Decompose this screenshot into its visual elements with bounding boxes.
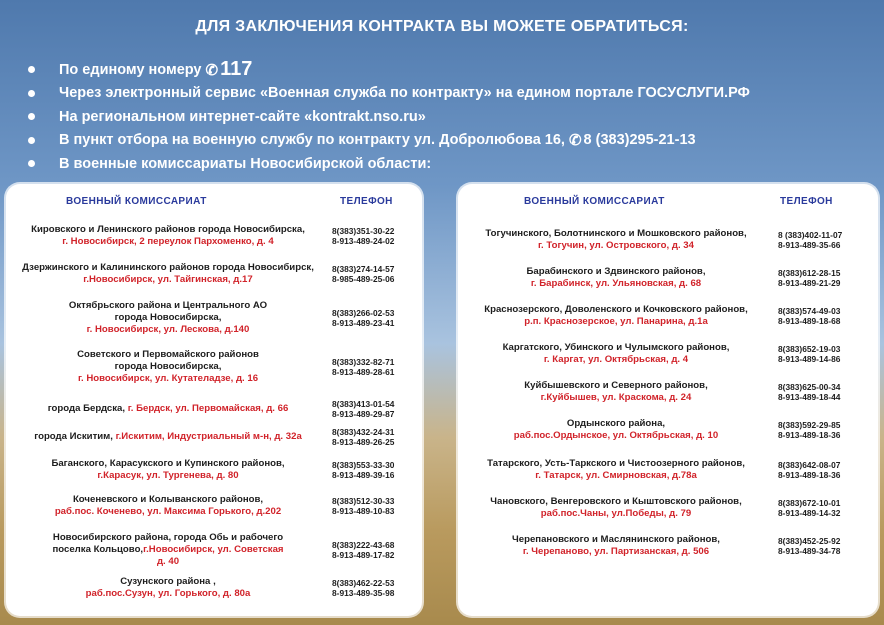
- table-row: [462, 416, 876, 444]
- phone-cell: 8(383)266-02-53 8-913-489-23-41: [332, 308, 395, 328]
- table-row: [462, 226, 876, 254]
- phone-cell: 8(383)222-43-68 8-913-489-17-82: [332, 540, 395, 560]
- column-header-commissariat: ВОЕННЫЙ КОМИССАРИАТ: [66, 196, 207, 207]
- hotline-number: 117: [220, 58, 253, 81]
- table-row: [10, 492, 420, 520]
- table-row: [10, 398, 420, 420]
- phone-cell: 8(383)612-28-15 8-913-489-21-29: [778, 268, 841, 288]
- table-row: [10, 426, 420, 448]
- table-row: [462, 340, 876, 368]
- phone-cell: 8(383)512-30-33 8-913-489-10-83: [332, 496, 395, 516]
- commissariat-cell: Кировского и Ленинского районов города Новосибирска, г. Новосибирск, 2 переулок Пархоменко, д. 4: [31, 224, 305, 247]
- column-header-commissariat: ВОЕННЫЙ КОМИССАРИАТ: [524, 196, 665, 207]
- contact-options-list: [22, 58, 872, 176]
- commissariat-cell: города Искитим, г.Искитим, Индустриальный м-н, д. 32а: [34, 431, 302, 442]
- commissariat-cell: Краснозерского, Доволенского и Кочковского районов, р.п. Краснозерское, ул. Панарина, д.1а: [484, 304, 748, 327]
- table-row: [10, 456, 420, 484]
- table-row: [10, 574, 420, 602]
- phone-cell: 8(383)652-19-03 8-913-489-14-86: [778, 344, 841, 364]
- list-item: [22, 129, 872, 153]
- commissariat-cell: Баганского, Карасукского и Купинского районов, г.Карасук, ул. Тургенева, д. 80: [51, 458, 285, 481]
- bullet-text: По единому номеру: [59, 61, 202, 78]
- commissariat-cell: Ордынского района, раб.пос.Ордынское, ул. Октябрьская, д. 10: [513, 418, 719, 441]
- phone-cell: 8(383)672-10-01 8-913-489-14-32: [778, 498, 841, 518]
- commissariat-cell: Татарского, Усть-Таркского и Чистоозерного районов, г. Татарск, ул. Смирновская, д.78а: [487, 458, 745, 481]
- table-row: [10, 260, 420, 288]
- phone-cell: 8(383)574-49-03 8-913-489-18-68: [778, 306, 841, 326]
- table-row: [10, 530, 420, 570]
- commissariat-cell: Коченевского и Колыванского районов, раб.пос. Коченево, ул. Максима Горького, д.202: [54, 494, 282, 517]
- commissariat-cell: Куйбышевского и Северного районов, г.Куйбышев, ул. Краскома, д. 24: [524, 380, 708, 403]
- commissariat-cell: Барабинского и Здвинского районов, г. Барабинск, ул. Ульяновская, д. 68: [526, 266, 706, 289]
- bullet-text: Через электронный сервис «Военная служба по контракту» на едином портале ГОСУСЛУГИ.РФ: [59, 85, 750, 102]
- list-item: [22, 152, 872, 176]
- commissariat-cell: Чановского, Венгеровского и Кыштовского районов, раб.пос.Чаны, ул.Победы, д. 79: [490, 496, 742, 519]
- bullet-text: В военные комиссариаты Новосибирской области:: [59, 155, 432, 172]
- table-row: [462, 264, 876, 292]
- phone-cell: 8(383)462-22-53 8-913-489-35-98: [332, 578, 395, 598]
- selection-point-phone: 8 (383)295-21-13: [583, 132, 696, 149]
- commissariat-cell: Черепановского и Маслянинского районов, г. Черепаново, ул. Партизанская, д. 506: [512, 534, 720, 557]
- column-header-phone: ТЕЛЕФОН: [780, 196, 833, 207]
- commissariat-cell: Новосибирского района, города Обь и рабочего поселка Кольцово,г.Новосибирск, ул. Советская д. 40: [52, 532, 284, 567]
- phone-icon: ✆: [568, 132, 582, 150]
- list-item: [22, 58, 872, 82]
- phone-icon: ✆: [205, 61, 219, 79]
- table-row: [10, 222, 420, 250]
- commissariat-cell: города Бердска, г. Бердск, ул. Первомайская, д. 66: [47, 403, 289, 414]
- bullet-text: В пункт отбора на военную службу по контракту ул. Добролюбова 16,: [59, 132, 565, 149]
- page-title: ДЛЯ ЗАКЛЮЧЕНИЯ КОНТРАКТА ВЫ МОЖЕТЕ ОБРАТИТЬСЯ:: [195, 18, 689, 35]
- phone-cell: 8(383)351-30-22 8-913-489-24-02: [332, 226, 395, 246]
- phone-cell: 8(383)642-08-07 8-913-489-18-36: [778, 460, 841, 480]
- phone-cell: 8(383)592-29-85 8-913-489-18-36: [778, 420, 841, 440]
- phone-cell: 8(383)452-25-92 8-913-489-34-78: [778, 536, 841, 556]
- bullet-text: На региональном интернет-сайте «kontrakt.nso.ru»: [59, 108, 426, 125]
- commissariat-cell: Советского и Первомайского районов города Новосибирска, г. Новосибирск, ул. Кутателадзе, д. 16: [77, 349, 259, 384]
- table-row: [462, 302, 876, 330]
- table-row: [10, 298, 420, 338]
- commissariat-cell: Октябрьского района и Центрального АО города Новосибирска, г. Новосибирск, ул. Лескова, д.140: [68, 300, 268, 335]
- table-row: [10, 347, 420, 387]
- phone-cell: 8(383)553-33-30 8-913-489-39-16: [332, 460, 395, 480]
- phone-cell: 8(383)413-01-54 8-913-489-29-87: [332, 399, 395, 419]
- commissariat-cell: Каргатского, Убинского и Чулымского районов, г. Каргат, ул. Октябрьская, д. 4: [502, 342, 730, 365]
- phone-cell: 8(383)625-00-34 8-913-489-18-44: [778, 382, 841, 402]
- right-commissariat-table: [458, 184, 878, 616]
- commissariat-cell: Тогучинского, Болотнинского и Мошковского районов, г. Тогучин, ул. Островского, д. 34: [485, 228, 747, 251]
- commissariat-cell: Дзержинского и Калининского районов города Новосибирск, г.Новосибирск, ул. Тайгинская, д.17: [22, 262, 314, 285]
- list-item: [22, 82, 872, 106]
- phone-cell: 8(383)274-14-57 8-985-489-25-06: [332, 264, 395, 284]
- table-row: [462, 456, 876, 484]
- phone-cell: 8(383)432-24-31 8-913-489-26-25: [332, 427, 395, 447]
- column-header-phone: ТЕЛЕФОН: [340, 196, 393, 207]
- phone-cell: 8 (383)402-11-07 8-913-489-35-66: [778, 230, 843, 250]
- table-row: [462, 532, 876, 560]
- left-commissariat-table: [6, 184, 422, 616]
- commissariat-cell: Сузунского района , раб.пос.Сузун, ул. Горького, д. 80а: [85, 576, 251, 599]
- phone-cell: 8(383)332-82-71 8-913-489-28-61: [332, 357, 395, 377]
- table-row: [462, 494, 876, 522]
- list-item: [22, 105, 872, 129]
- table-row: [462, 378, 876, 406]
